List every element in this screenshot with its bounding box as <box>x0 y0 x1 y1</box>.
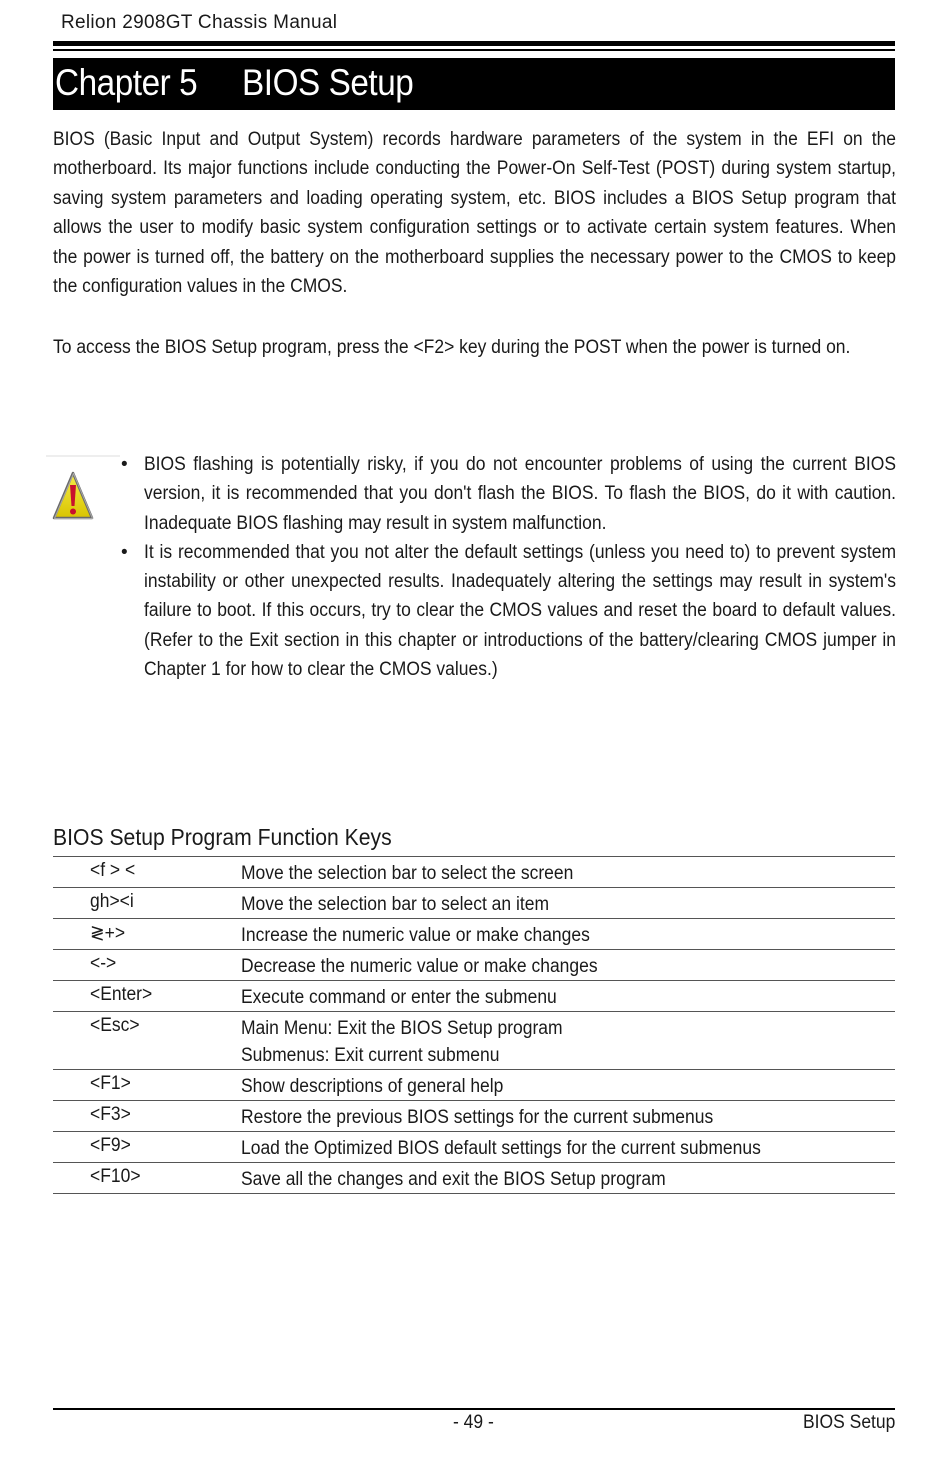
key-cell: <F3> <box>90 1104 131 1125</box>
description-cell: Submenus: Exit current submenu <box>241 1045 500 1066</box>
key-cell: <-> <box>90 953 117 974</box>
description-cell: Show descriptions of general help <box>241 1076 504 1097</box>
description-cell: Restore the previous BIOS settings for the current submenus <box>241 1107 714 1128</box>
intro-paragraph: BIOS (Basic Input and Output System) records hardware parameters of the system in the EFI on the motherboard. Its major functions include conducting the Power-On Self-Test (POST) during system startup, saving system parameters and loading operating system, etc. BIOS includes a BIOS Setup program that allows the user to modify basic system configuration settings or to activate certain system features. When the power is turned off, the battery on the motherboard supplies the necessary power to the CMOS to keep the configuration values in the CMOS. <box>53 129 897 298</box>
list-item: • It is recommended that you not alter the default settings (unless you need to) to prevent system instability or other unexpected results. Inadequately altering the settings may result in system's failure to boot. If this occurs, try to clear the CMOS values and reset the board to default values. (Refer to the Exit section in this chapter or introductions of the battery/clearing CMOS jumper in Chapter 1 for how to clear the CMOS values.) <box>121 541 897 681</box>
table-row <box>53 1101 895 1132</box>
description-cell: Decrease the numeric value or make changes <box>241 956 598 977</box>
header-rule-thick <box>53 41 895 46</box>
key-cell: ≷+> <box>90 923 126 944</box>
chapter-heading <box>53 58 895 110</box>
chapter-number: Chapter 5 <box>55 62 198 103</box>
warning-triangle-icon <box>52 470 94 522</box>
footer-section-title: BIOS Setup <box>802 1412 895 1433</box>
warning-bullets <box>118 450 896 684</box>
list-item: • BIOS flashing is potentially risky, if you do not encounter problems of using the current BIOS version, it is recommended that you don't flash the BIOS. To flash the BIOS, do it with caution. Inadequate BIOS flashing may result in system malfunction. <box>121 454 897 534</box>
key-cell: gh><i <box>90 891 134 912</box>
key-cell: <F9> <box>90 1135 131 1156</box>
key-cell: <F10> <box>90 1166 141 1187</box>
key-cell: <Esc> <box>90 1015 140 1036</box>
table-row <box>53 888 895 919</box>
table-row <box>53 919 895 950</box>
table-row <box>53 1163 895 1194</box>
description-cell: Main Menu: Exit the BIOS Setup program <box>241 1018 563 1039</box>
description-cell: Increase the numeric value or make changes <box>241 925 590 946</box>
description-cell: Load the Optimized BIOS default settings for the current submenus <box>241 1138 761 1159</box>
table-row <box>53 857 895 888</box>
description-cell: Execute command or enter the submenu <box>241 987 557 1008</box>
description-cell: Move the selection bar to select the screen <box>241 863 574 884</box>
table-row <box>53 1070 895 1101</box>
table-row <box>53 950 895 981</box>
manual-title: Relion 2908GT Chassis Manual <box>61 12 338 33</box>
description-cell: Move the selection bar to select an item <box>241 894 550 915</box>
access-paragraph: To access the BIOS Setup program, press the <F2> key during the POST when the power is turned on. <box>53 337 851 358</box>
footer-rule <box>53 1408 895 1410</box>
table-row <box>53 1132 895 1163</box>
key-cell: <f > < <box>90 860 136 881</box>
warning-divider <box>46 455 120 457</box>
function-keys-table <box>53 856 895 1194</box>
key-cell: <F1> <box>90 1073 131 1094</box>
function-keys-title: BIOS Setup Program Function Keys <box>53 824 392 850</box>
page-number: - 49 - <box>453 1412 494 1433</box>
table-row <box>53 981 895 1012</box>
header-rule-thin <box>53 49 895 51</box>
table-row <box>53 1012 895 1070</box>
description-cell: Save all the changes and exit the BIOS Setup program <box>241 1169 666 1190</box>
chapter-title: BIOS Setup <box>242 62 414 103</box>
key-cell: <Enter> <box>90 984 153 1005</box>
